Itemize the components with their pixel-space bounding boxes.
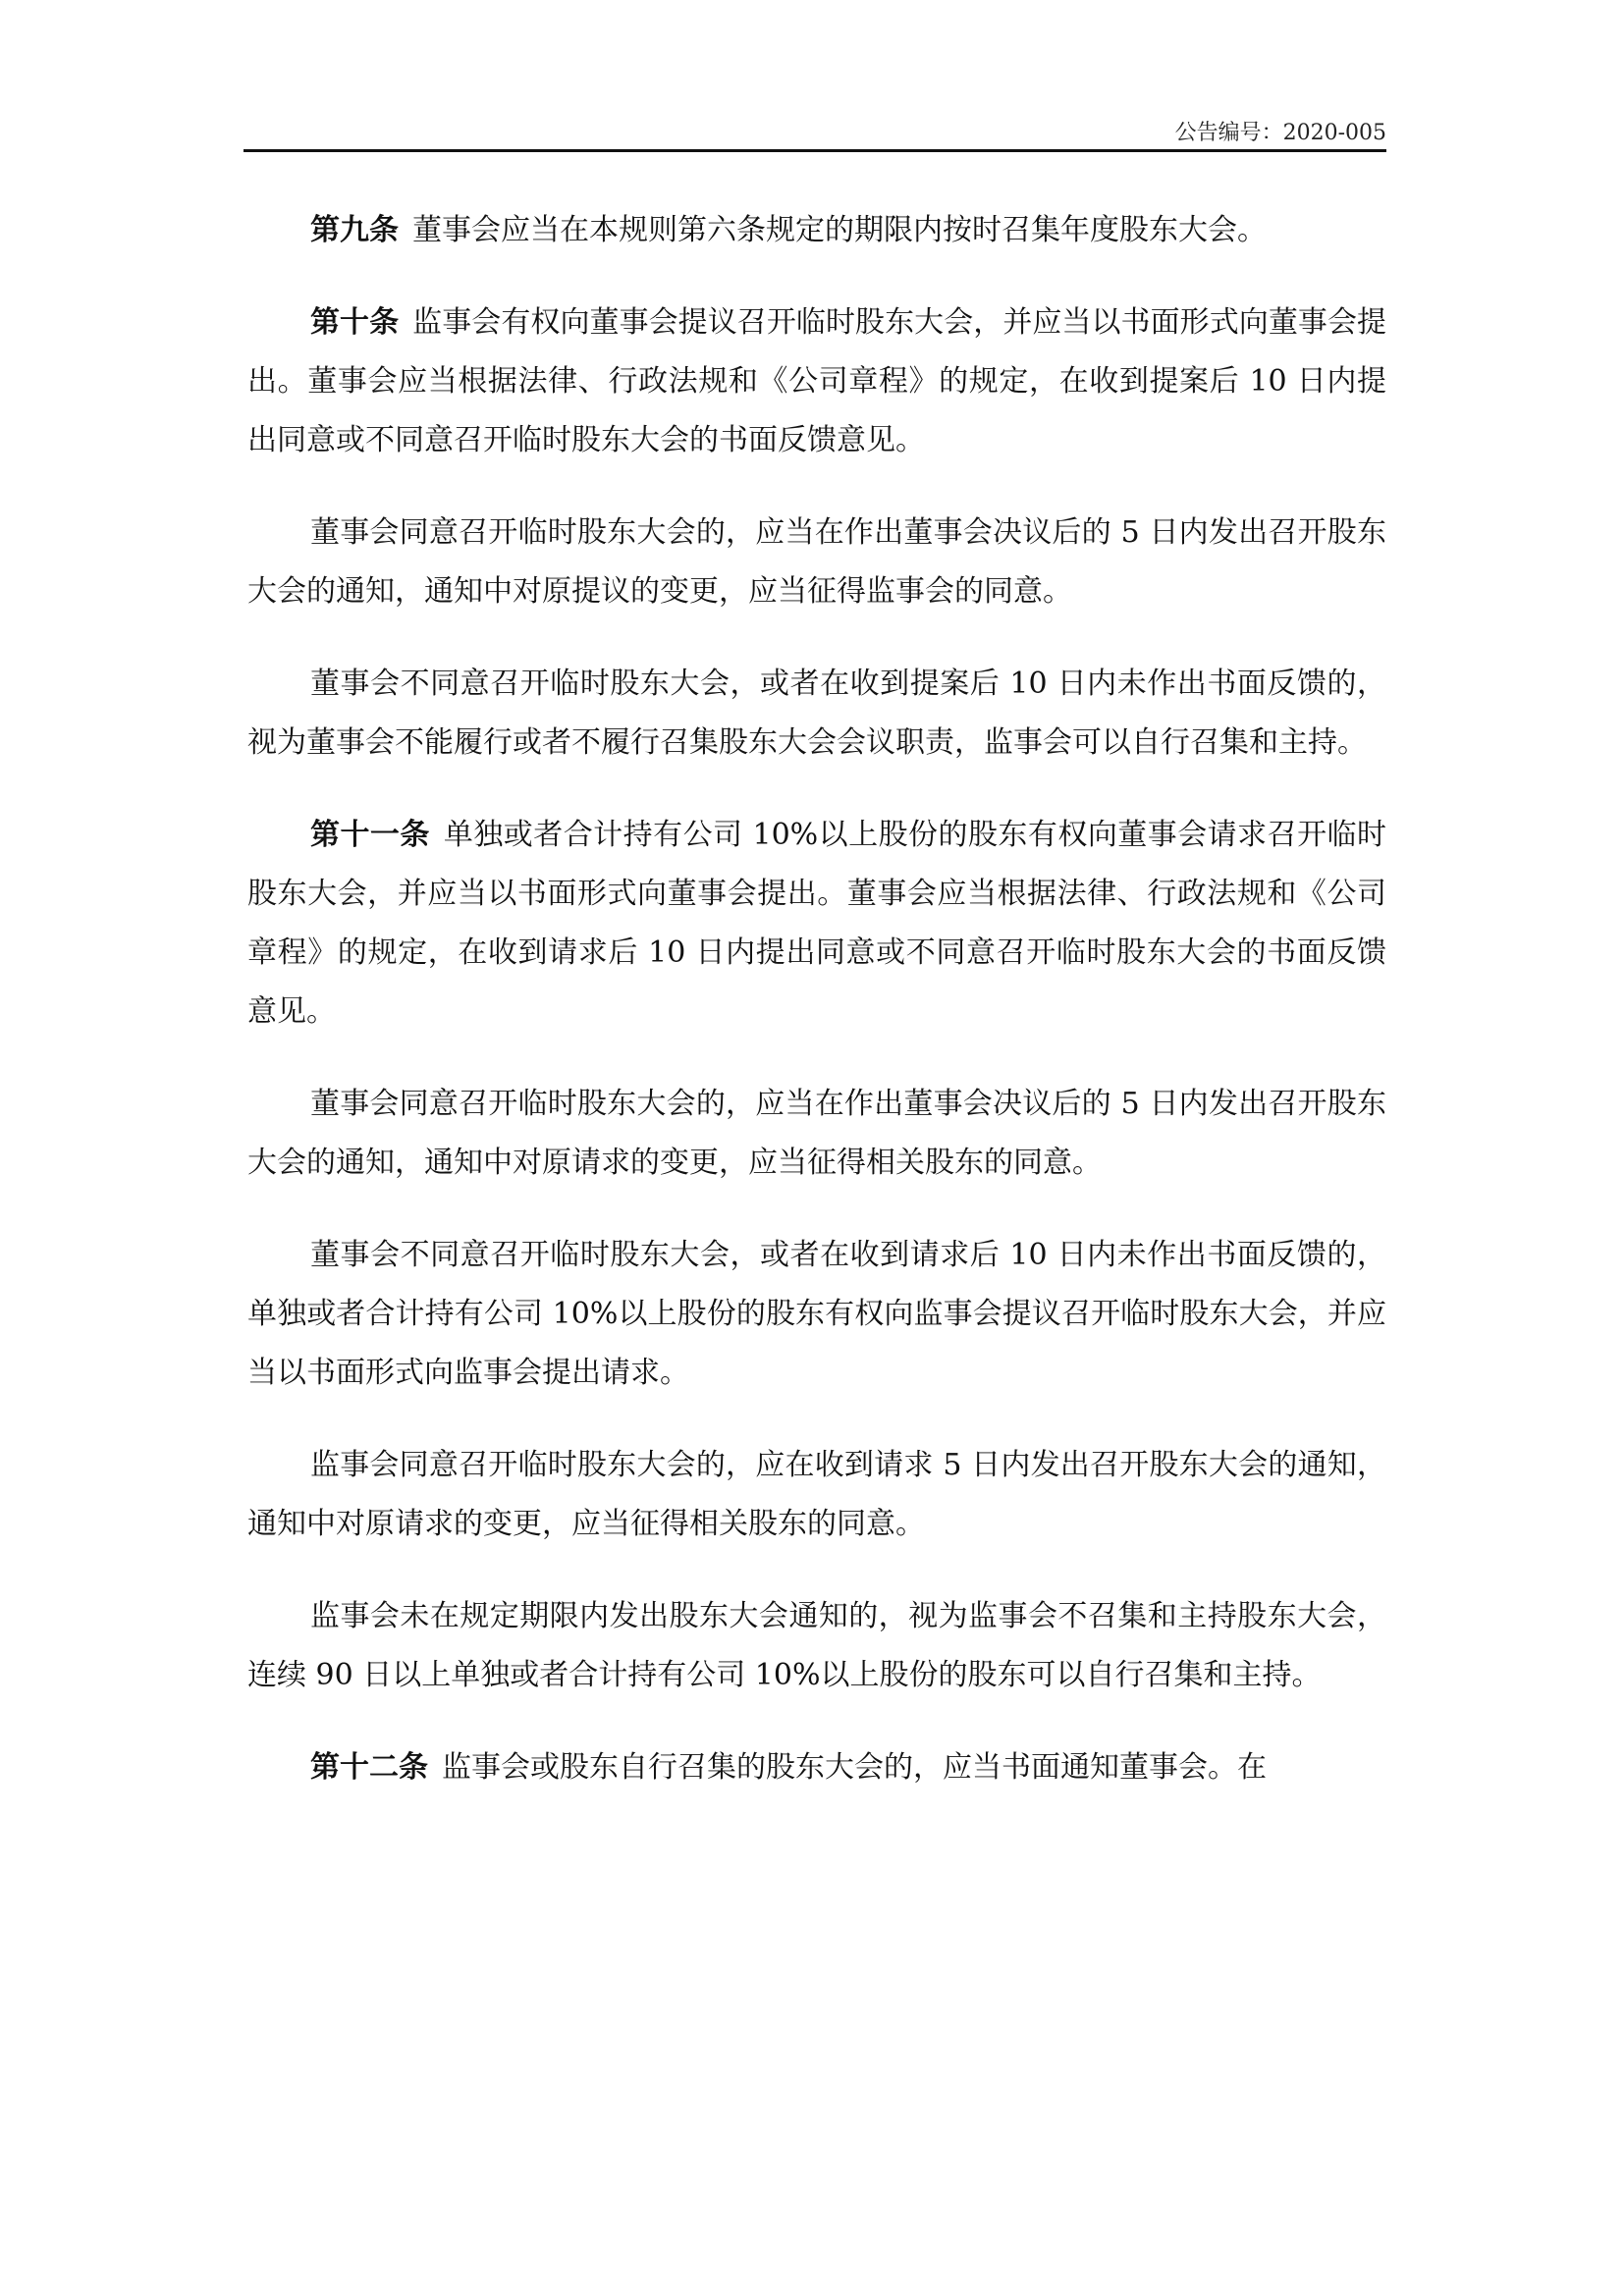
paragraph-article-9 <box>247 201 1386 260</box>
paragraph <box>247 1587 1386 1705</box>
paragraph-text: 董事会应当在本规则第六条规定的期限内按时召集年度股东大会。 <box>412 213 1267 247</box>
header-divider <box>244 149 1386 152</box>
paragraph-text: 监事会同意召开临时股东大会的，应在收到请求 5 日内发出召开股东大会的通知，通知中对原请求的变更，应当征得相关股东的同意。 <box>247 1448 1386 1541</box>
paragraph-text: 董事会不同意召开临时股东大会，或者在收到请求后 10 日内未作出书面反馈的，单独或者合计持有公司 10%以上股份的股东有权向监事会提议召开临时股东大会，并应当以书面形式向监事会提出请求。 <box>247 1238 1386 1390</box>
paragraph <box>247 1075 1386 1193</box>
paragraph <box>247 1226 1386 1403</box>
paragraph-text: 监事会未在规定期限内发出股东大会通知的，视为监事会不召集和主持股东大会，连续 90 日以上单独或者合计持有公司 10%以上股份的股东可以自行召集和主持。 <box>247 1599 1386 1692</box>
paragraph-article-11 <box>247 806 1386 1041</box>
paragraph-article-12 <box>247 1738 1386 1797</box>
paragraph-article-10 <box>247 294 1386 470</box>
paragraph <box>247 655 1386 773</box>
page-header <box>244 114 1386 153</box>
paragraph-text: 董事会同意召开临时股东大会的，应当在作出董事会决议后的 5 日内发出召开股东大会的通知，通知中对原提议的变更，应当征得监事会的同意。 <box>247 515 1386 609</box>
paragraph-text: 监事会或股东自行召集的股东大会的，应当书面通知董事会。在 <box>442 1750 1267 1785</box>
article-heading: 第十一条 <box>310 818 430 852</box>
paragraph-text: 单独或者合计持有公司 10%以上股份的股东有权向董事会请求召开临时股东大会，并应当以书面形式向董事会提出。董事会应当根据法律、行政法规和《公司章程》的规定，在收到请求后 10 日内提出同意或不同意召开临时股东大会的书面反馈意见。 <box>247 818 1386 1029</box>
paragraph <box>247 504 1386 621</box>
article-heading: 第九条 <box>310 213 399 247</box>
paragraph-text: 监事会有权向董事会提议召开临时股东大会，并应当以书面形式向董事会提出。董事会应当根据法律、行政法规和《公司章程》的规定，在收到提案后 10 日内提出同意或不同意召开临时股东大会的书面反馈意见。 <box>247 305 1386 457</box>
paragraph-text: 董事会同意召开临时股东大会的，应当在作出董事会决议后的 5 日内发出召开股东大会的通知，通知中对原请求的变更，应当征得相关股东的同意。 <box>247 1087 1386 1180</box>
article-heading: 第十条 <box>310 305 400 340</box>
article-heading: 第十二条 <box>310 1750 428 1785</box>
announcement-number: 公告编号：2020-005 <box>1174 121 1386 145</box>
paragraph-text: 董事会不同意召开临时股东大会，或者在收到提案后 10 日内未作出书面反馈的，视为董事会不能履行或者不履行召集股东大会会议职责，监事会可以自行召集和主持。 <box>247 667 1386 760</box>
document-body <box>247 201 1386 1831</box>
paragraph <box>247 1436 1386 1554</box>
